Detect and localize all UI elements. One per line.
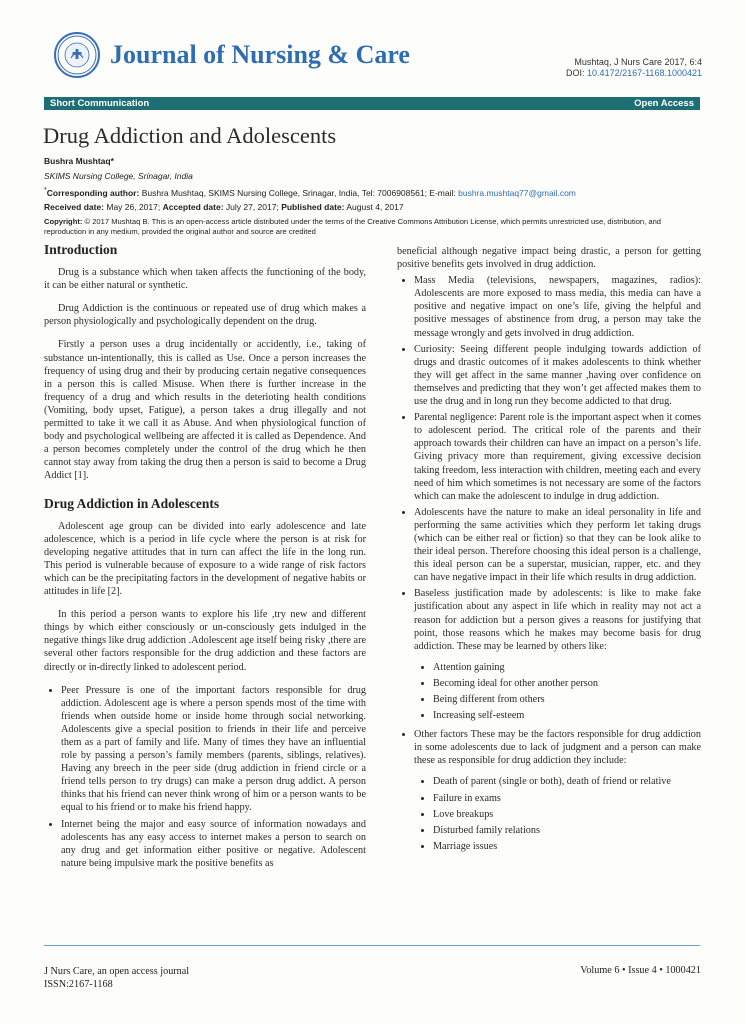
published-date: August 4, 2017 xyxy=(344,202,404,212)
author-name: Bushra Mushtaq* xyxy=(44,156,114,166)
list-item: • Internet being the major and easy source of information nowadays and adolescents has any easy access to internet makes a person to search on any drug and get information either positive or negative. Adolescent nature being impulsive mark the positive benefits as xyxy=(61,818,366,870)
list-item: • Attention gaining xyxy=(433,661,701,674)
corr-email-link[interactable]: bushra.mushtaq77@gmail.com xyxy=(458,187,576,198)
affiliation-line: SKIMS Nursing College, Srinagar, India xyxy=(44,171,193,181)
article-type-banner xyxy=(44,97,700,110)
corr-label: Corresponding author: xyxy=(46,187,140,198)
published-label: Published date: xyxy=(281,202,345,212)
continuation-paragraph: beneficial although negative impact being drastic, a person for getting positive benefits gets involved in drug addiction. xyxy=(397,246,701,271)
intro-paragraph-2: Drug Addiction is the continuous or repeated use of drug which makes a person physiologically and psychologically dependent on the drug. xyxy=(44,303,366,328)
intro-paragraph-1: Drug is a substance which when taken affects the functioning of the body, it can be either natural or synthetic. xyxy=(44,267,366,292)
copyright-label: Copyright: xyxy=(44,217,83,226)
article-title: Drug Addiction and Adolescents xyxy=(43,123,337,148)
list-item: • Marriage issues xyxy=(433,840,701,853)
list-item: • Love breakups xyxy=(433,808,701,821)
adolescents-paragraph-2: In this period a person wants to explore his life ,try new and different things by which either consciously or un-consciously gets indulged in the negative things like drug addiction .Adolescent age itself being risky ,there are several other factors responsible for the drug addiction and these factors are directly or in-directly linked to adolescent period. xyxy=(44,609,366,673)
footer-journal-info xyxy=(44,965,189,991)
corresponding-author-line xyxy=(44,186,576,198)
corr-asterisk: * xyxy=(44,186,47,194)
received-label: Received date: xyxy=(44,202,104,212)
accepted-date: July 27, 2017; xyxy=(223,202,282,212)
adolescents-heading: Drug Addiction in Adolescents xyxy=(44,495,220,511)
journal-logo-icon xyxy=(54,32,100,78)
article-type-label: Short Communication xyxy=(50,98,150,109)
copyright-notice xyxy=(44,217,704,237)
copyright-text: © 2017 Mushtaq B. This is an open-access article distributed under the terms of the Creative Commons Attribution License, which permits unrestricted use, distribution, and reproduction in any medium, provided the original author and source are credited xyxy=(44,217,662,236)
doi-link[interactable]: 10.4172/2167-1168.1000421 xyxy=(587,68,702,78)
right-bullet-list xyxy=(397,274,701,653)
list-item: • Becoming ideal for other another person xyxy=(433,677,701,690)
author-line xyxy=(44,156,114,166)
received-date: May 26, 2017; xyxy=(104,202,163,212)
list-item: • Death of parent (single or both), death of friend or relative xyxy=(433,775,701,788)
left-column xyxy=(44,243,366,873)
journal-title: Journal of Nursing & Care xyxy=(110,40,410,69)
footer-journal-line: J Nurs Care, an open access journal xyxy=(44,966,190,977)
other-factors-sub-list xyxy=(397,775,701,852)
list-item: • Other factors These may be the factors responsible for drug addiction in some adolescents due to lack of judgment and a person can make these as responsible for drug addiction they include: xyxy=(414,728,701,767)
list-item: • Baseless justification made by adolescents: is like to make fake justification about any aspect in life which in reality may not act a reason for addiction but a person gives a reasons for justifying that point, those reasons which he makes may become basis for drug addiction. These may be learned by others like: xyxy=(414,587,701,652)
doi-label: DOI: xyxy=(566,68,588,78)
footer-issn-line: ISSN:2167-1168 xyxy=(44,979,113,990)
list-item: • Failure in exams xyxy=(433,792,701,805)
corr-text: Bushra Mushtaq, SKIMS Nursing College, Srinagar, India, Tel: 7006908561; E-mail: xyxy=(139,187,459,198)
intro-paragraph-3: Firstly a person uses a drug incidentally or accidently, i.e., taking of substance un-intentionally, this is called as Use. Once a person increases the frequency of using drug and their by producing certain negative consequences in a person this is called Misuse. When there is further increase in the frequency of a drug and which results in the deterioting health conditions (Vomiting, body upset, Fatigue), a person takes a drug illegally and not permitted to take it we call it as Abuse. And when physiological function of body and psychological wellbeing are affected it is called as Dependence. And a person becomes completely under the control of the drug which he then cannot stay away from taking the drug then a person is said to become a Drug Addict [1]. xyxy=(44,339,366,482)
left-bullet-list xyxy=(44,684,366,870)
list-item: • Parental negligence: Parent role is the important aspect when it comes to adolescent period. The critical role of the parents and their approach towards their children can have an impact on a person’s life. Giving privacy more than requirement, giving excessive decision taking freedom, less interaction with children, meeting each and every need of him which sometimes is not necessary are some of the factors which can make the adolescent to indulge in drug addiction. xyxy=(414,411,701,503)
list-item: • Adolescents have the nature to make an ideal personality in life and performing the same activities which they perform let taking drugs (which can be either real or fiction) so that they can be look alike to their ideal person. Therefore choosing this ideal person is a challenge, this ideal person can be a superstar, musician, rapper, etc. and they can have negative impact in their life which results in drug addiction. xyxy=(414,506,701,585)
introduction-heading: Introduction xyxy=(44,242,118,257)
list-item: • Peer Pressure is one of the important factors responsible for drug addiction. Adolescent age is where a person spends most of the time with friends when outside home or inside home through social networking. Adolescents give a special position to friends in their life and perceive them as a part of family and life. Many of times they have an influential role by passing a person’s family members (parents, siblings, relatives). Having any breech in the peer side (drug addiction in friend circle or a friend tells person to try drugs) can make a person drug addict. A person thinks that his friend can never think wrong of him or a person wants to be equal to his friend or to make his friend happy. xyxy=(61,684,366,815)
list-item: • Mass Media (televisions, newspapers, magazines, radios): Adolescents are more exposed to mass media, this media can have a positive and negative impact on one’s life, giving the helpful and positive messages of abstinence from drug, a person may take the message wrongly and gets involved in drug addiction. xyxy=(414,274,701,339)
accepted-label: Accepted date: xyxy=(162,202,224,212)
adolescents-paragraph-1: Adolescent age group can be divided into early adolescence and late adolescence, which is a period in life cycle where the person is at risk for developing negative attitudes that in turn can affect the life in the long run. This period is vulnerable because of exposure to a wide range of risk factors which can be the precipitating factors in the development of negative habits or attitudes in life [2]. xyxy=(44,520,366,598)
list-item: • Increasing self-esteem xyxy=(433,709,701,722)
other-factors-list xyxy=(397,728,701,767)
footer-volume-line: Volume 6 • Issue 4 • 1000421 xyxy=(580,965,701,976)
list-item: • Disturbed family relations xyxy=(433,824,701,837)
footer-divider xyxy=(44,945,700,946)
list-item: • Curiosity: Seeing different people indulging towards addiction of drugs and drastic outcomes of it makes adolescents to think whether they will get affect in the same manner ,having over confidence on themselves and predicting that they won’t get affected makes them to use the drug and in long run they become addicted to that drug. xyxy=(414,343,701,408)
dates-line xyxy=(44,202,404,212)
open-access-label: Open Access xyxy=(634,98,694,109)
doi-line xyxy=(566,68,702,79)
citation-line: Mushtaq, J Nurs Care 2017, 6:4 xyxy=(574,57,702,67)
list-item: • Being different from others xyxy=(433,693,701,706)
citation-block xyxy=(566,57,702,79)
right-column xyxy=(397,245,701,859)
justification-sub-list xyxy=(397,661,701,722)
